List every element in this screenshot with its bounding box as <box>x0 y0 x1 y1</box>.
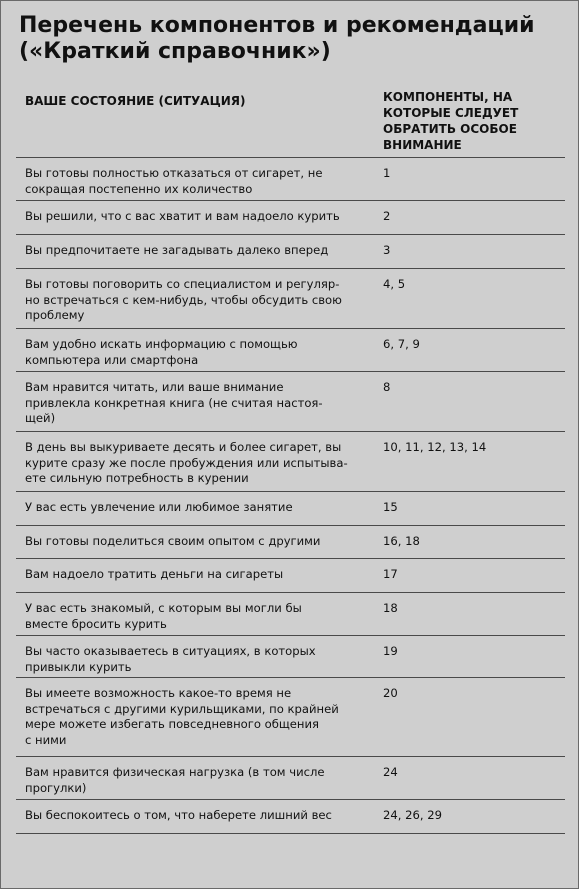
situation-cell: У вас есть знакомый, с которым вы могли бы вместе бросить курить <box>25 601 302 631</box>
components-cell: 1 <box>383 166 391 180</box>
table-row <box>16 491 565 525</box>
components-cell: 4, 5 <box>383 277 406 291</box>
situation-cell: У вас есть увлечение или любимое занятие <box>25 500 293 514</box>
table-row <box>16 234 565 268</box>
components-cell: 17 <box>383 567 398 581</box>
components-cell: 8 <box>383 380 391 394</box>
components-cell: 20 <box>383 686 398 700</box>
situation-cell: Вам нравится читать, или ваше внимание привлекла конкретная книга (не считая настоя- щей) <box>25 380 323 425</box>
situation-cell: В день вы выкуриваете десять и более сигарет, вы курите сразу же после пробуждения или испытыва- ете сильную потребность в курении <box>25 440 348 485</box>
components-cell: 6, 7, 9 <box>383 337 420 351</box>
situation-cell: Вы готовы полностью отказаться от сигарет, не сокращая постепенно их количество <box>25 166 323 196</box>
reference-table <box>16 157 565 834</box>
table-row <box>16 268 565 328</box>
column-header-situation: ВАШЕ СОСТОЯНИЕ (СИТУАЦИЯ) <box>25 94 246 108</box>
components-cell: 18 <box>383 601 398 615</box>
table-row <box>16 157 565 200</box>
situation-cell: Вы решили, что с вас хватит и вам надоело курить <box>25 209 340 223</box>
situation-cell: Вы готовы поговорить со специалистом и регуляр- но встречаться с кем-нибудь, чтобы обсудить свою проблему <box>25 277 342 322</box>
situation-cell: Вы имеете возможность какое-то время не встречаться с другими курильщиками, по крайней мере можете избегать повседневного общения с ними <box>25 686 339 747</box>
table-row <box>16 799 565 834</box>
situation-cell: Вы готовы поделиться своим опытом с другими <box>25 534 321 548</box>
components-cell: 24, 26, 29 <box>383 808 442 822</box>
page-title: Перечень компонентов и рекомендаций («Краткий справочник») <box>19 13 535 64</box>
table-row <box>16 635 565 677</box>
situation-cell: Вам надоело тратить деньги на сигареты <box>25 567 284 581</box>
components-cell: 3 <box>383 243 391 257</box>
column-header-components: КОМПОНЕНТЫ, НА КОТОРЫЕ СЛЕДУЕТ ОБРАТИТЬ ОСОБОЕ ВНИМАНИЕ <box>383 90 519 152</box>
situation-cell: Вы часто оказываетесь в ситуациях, в которых привыкли курить <box>25 644 316 674</box>
table-row <box>16 200 565 234</box>
components-cell: 10, 11, 12, 13, 14 <box>383 440 487 454</box>
situation-cell: Вы предпочитаете не загадывать далеко вперед <box>25 243 329 257</box>
table-row <box>16 431 565 491</box>
components-cell: 15 <box>383 500 398 514</box>
table-row <box>16 677 565 756</box>
situation-cell: Вы беспокоитесь о том, что наберете лишний вес <box>25 808 332 822</box>
table-row <box>16 592 565 635</box>
table-row <box>16 328 565 371</box>
components-cell: 16, 18 <box>383 534 420 548</box>
table-row <box>16 371 565 431</box>
components-cell: 24 <box>383 765 398 779</box>
table-row <box>16 756 565 799</box>
components-cell: 2 <box>383 209 391 223</box>
table-row <box>16 558 565 592</box>
table-row <box>16 525 565 558</box>
situation-cell: Вам удобно искать информацию с помощью компьютера или смартфона <box>25 337 298 367</box>
components-cell: 19 <box>383 644 398 658</box>
situation-cell: Вам нравится физическая нагрузка (в том числе прогулки) <box>25 765 325 795</box>
